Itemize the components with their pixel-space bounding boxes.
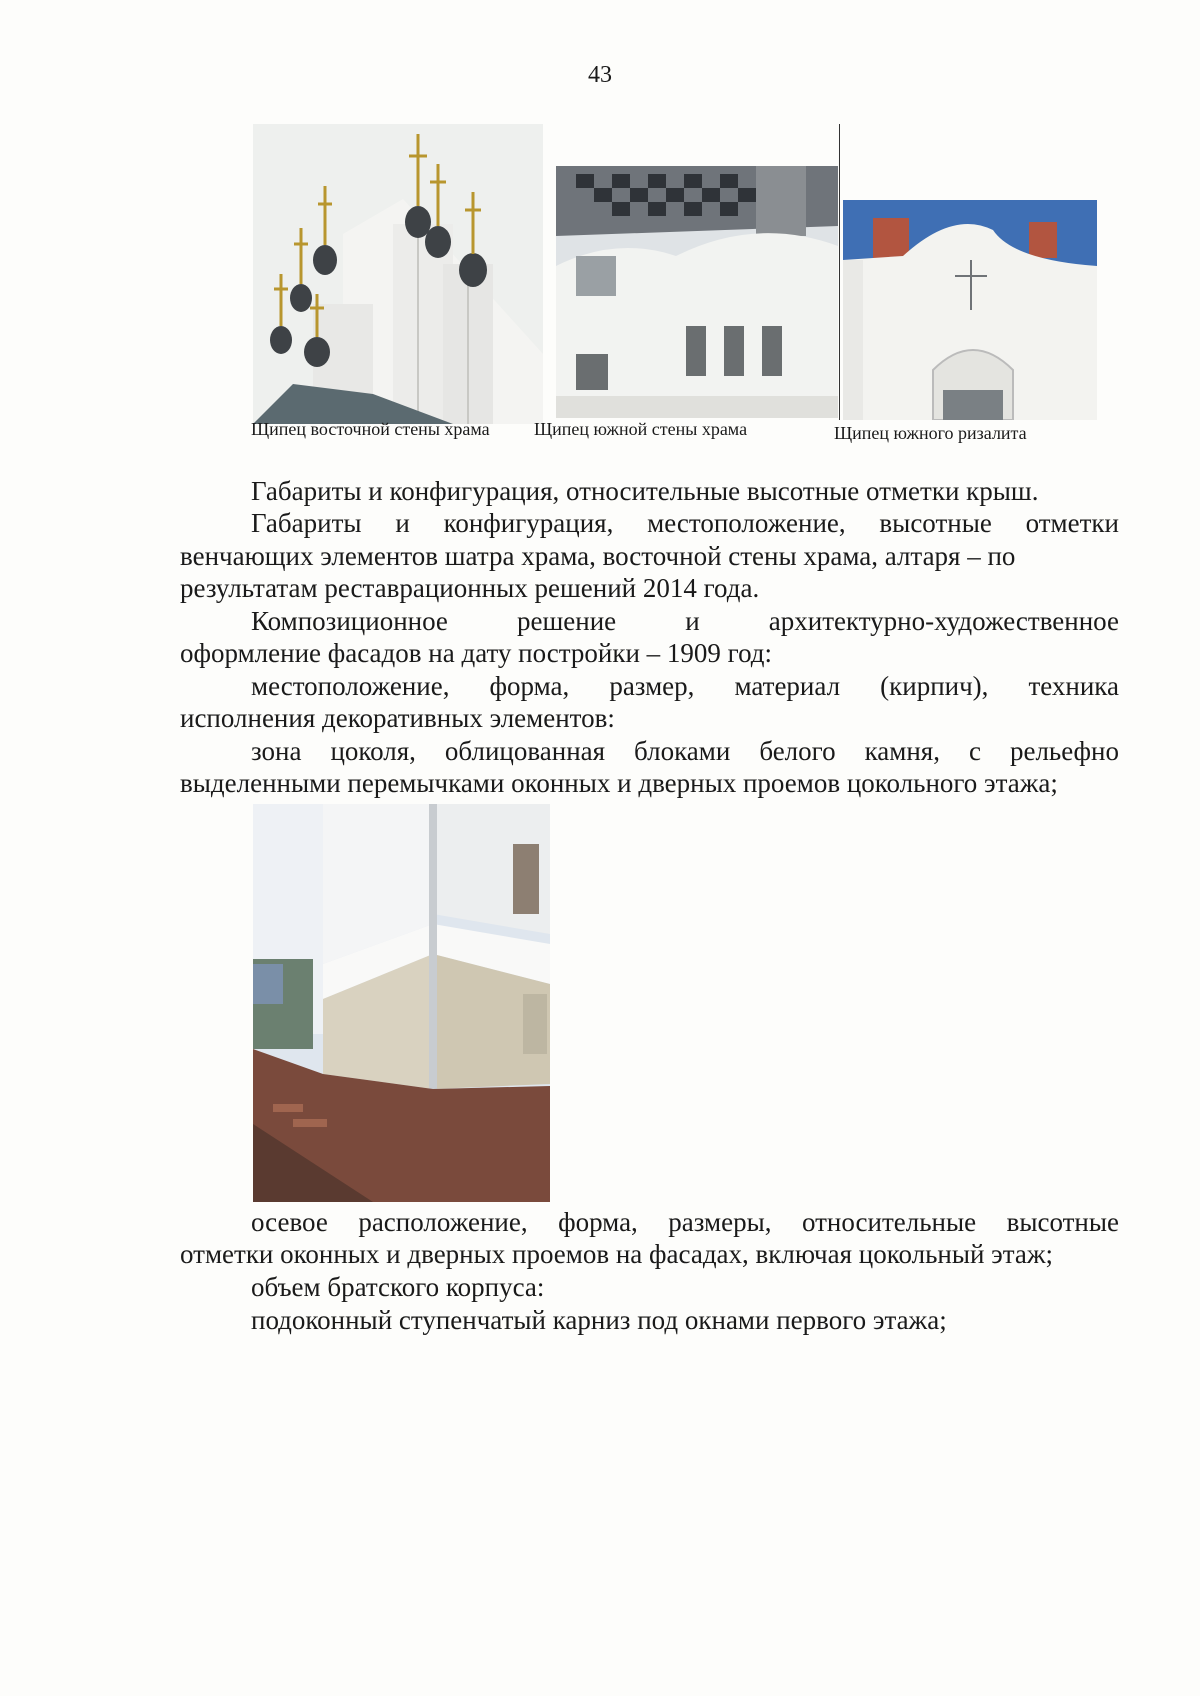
paragraph-openings-line1: осевое расположение, форма, размеры, относительные высотные bbox=[251, 1207, 1119, 1237]
photo-south-rizalit bbox=[843, 200, 1097, 420]
paragraph-location-line1: местоположение, форма, размер, материал (кирпич), техника bbox=[251, 671, 1119, 701]
paragraph-window-cornice: подоконный ступенчатый карниз под окнами первого этажа; bbox=[251, 1305, 947, 1335]
paragraph-plinth-line2: выделенными перемычками оконных и дверных проемов цокольного этажа; bbox=[180, 768, 1058, 798]
photo-plinth-corner bbox=[253, 804, 550, 1202]
paragraph-crown-line1: Габариты и конфигурация, местоположение, высотные отметки bbox=[251, 508, 1119, 538]
paragraph-composition-line2: оформление фасадов на дату постройки – 1909 год: bbox=[180, 638, 773, 668]
photo-caption-south-gable: Щипец южной стены храма bbox=[534, 419, 748, 439]
paragraph-plinth-line1: зона цоколя, облицованная блоками белого камня, с рельефно bbox=[251, 736, 1119, 766]
paragraph-brethren-building: объем братского корпуса: bbox=[251, 1272, 545, 1302]
photo-caption-east-gable: Щипец восточной стены храма bbox=[251, 419, 490, 439]
photo-south-gable bbox=[556, 166, 838, 418]
paragraph-composition-line1: Композиционное решение и архитектурно-художественное bbox=[251, 606, 1119, 636]
photo-east-gable bbox=[253, 124, 543, 424]
paragraph-crown-line2: венчающих элементов шатра храма, восточной стены храма, алтаря – по bbox=[180, 541, 1016, 571]
photo-caption-south-rizalit: Щипец южного ризалита bbox=[834, 423, 1027, 443]
paragraph-openings-line2: отметки оконных и дверных проемов на фасадах, включая цокольный этаж; bbox=[180, 1239, 1054, 1269]
paragraph-crown-line3: результатам реставрационных решений 2014 года. bbox=[180, 573, 760, 603]
paragraph-roofs: Габариты и конфигурация, относительные высотные отметки крыш. bbox=[251, 476, 1039, 506]
photo-divider bbox=[839, 124, 840, 420]
paragraph-location-line2: исполнения декоративных элементов: bbox=[180, 703, 615, 733]
page-number: 43 bbox=[588, 62, 612, 88]
